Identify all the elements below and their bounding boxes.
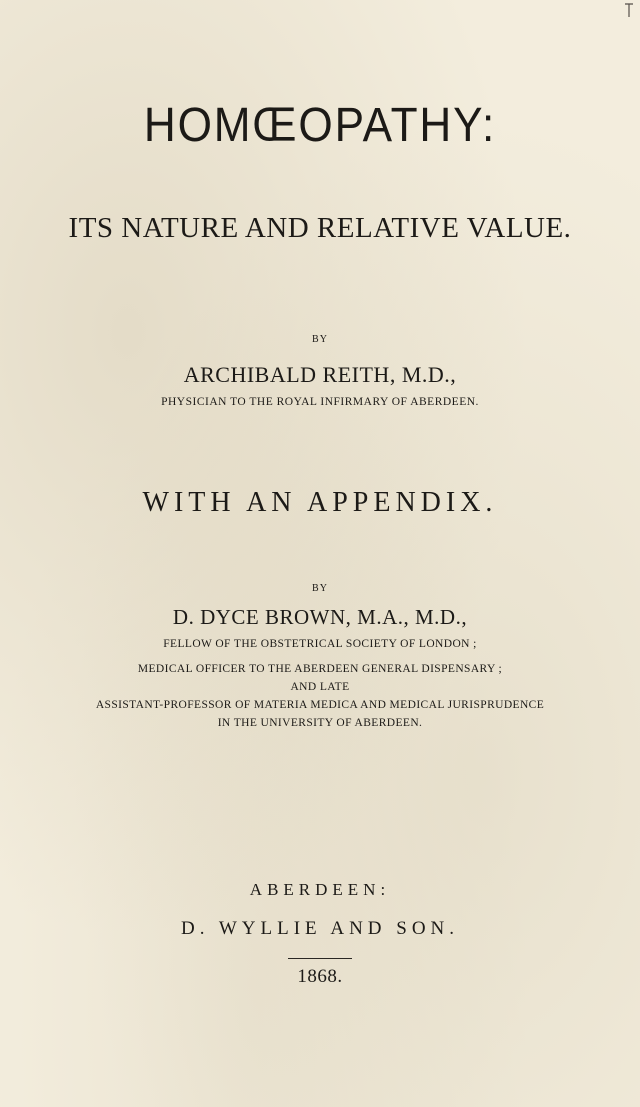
appendix-credential: FELLOW OF THE OBSTETRICAL SOCIETY OF LONDON ;	[163, 638, 477, 650]
author-name: ARCHIBALD REITH, M.D.,	[183, 362, 457, 387]
imprint-place: ABERDEEN:	[249, 880, 391, 899]
appendix-credential: ASSISTANT-PROFESSOR OF MATERIA MEDICA AND MEDICAL JURISPRUDENCE	[95, 699, 545, 711]
corner-mark-icon	[624, 2, 634, 18]
imprint-year: 1868.	[297, 966, 343, 987]
author-role: PHYSICIAN TO THE ROYAL INFIRMARY OF ABERDEEN.	[161, 396, 479, 408]
imprint-rule	[288, 958, 352, 959]
by-label-appendix: BY	[312, 583, 328, 594]
book-subtitle: ITS NATURE AND RELATIVE VALUE.	[68, 212, 572, 244]
by-label-author: BY	[312, 334, 328, 345]
imprint-publisher: D. WYLLIE AND SON.	[180, 918, 460, 939]
book-title: HOMŒOPATHY:	[143, 99, 497, 152]
appendix-heading: WITH AN APPENDIX.	[142, 487, 498, 518]
appendix-credential: AND LATE	[290, 681, 350, 693]
appendix-credential: IN THE UNIVERSITY OF ABERDEEN.	[217, 717, 423, 729]
appendix-author-name: D. DYCE BROWN, M.A., M.D.,	[172, 605, 468, 629]
appendix-credential: MEDICAL OFFICER TO THE ABERDEEN GENERAL DISPENSARY ;	[137, 663, 503, 675]
